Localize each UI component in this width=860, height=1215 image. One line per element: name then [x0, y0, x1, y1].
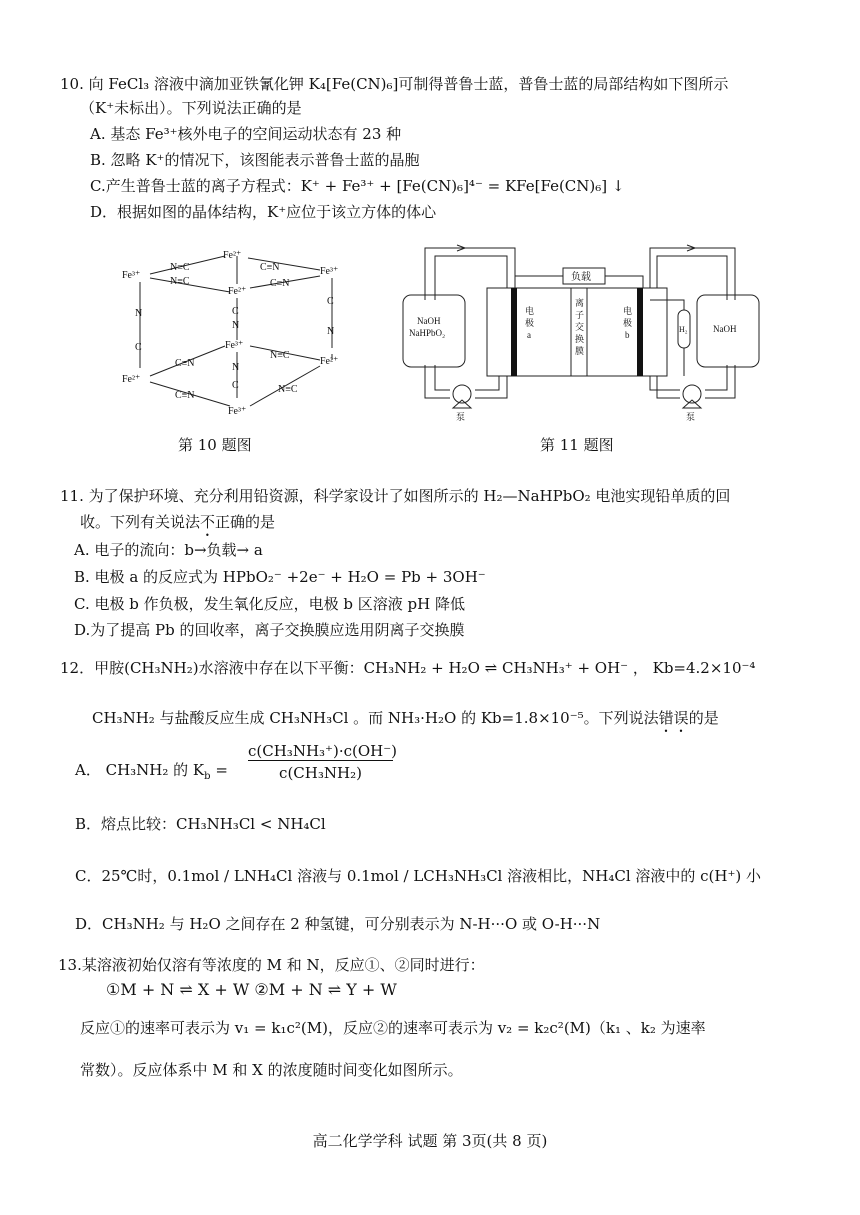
- q10-option-b: B. 忽略 K⁺的情况下，该图能表示普鲁士蓝的晶胞: [90, 151, 420, 169]
- q11-stem-text: 正确的是: [215, 513, 276, 531]
- load-label: 负载: [571, 272, 591, 283]
- n-label: N: [135, 308, 143, 319]
- q13-stem-line1: 13.某溶液初始仅溶有等浓度的 M 和 N，反应①、②同时进行：: [58, 956, 485, 974]
- q12-option-c: C．25℃时，0.1mol / LNH₄Cl 溶液与 0.1mol / LCH₃NH₃Cl 溶液相比，NH₄Cl 溶液中的 c(H⁺) 小: [75, 867, 762, 885]
- electrode-a-label: 极: [525, 318, 535, 328]
- fe3-bottom-label: Fe³⁺: [228, 406, 247, 417]
- q11-option-c: C. 电极 b 作负极，发生氧化反应，电极 b 区溶液 pH 降低: [74, 595, 465, 613]
- q13-rate-line: 反应①的速率可表示为 v₁ = k₁c²(M)，反应②的速率可表示为 v₂ = k₂c²(M)（k₁ 、k₂ 为速率: [80, 1019, 706, 1037]
- cn-label: C≡N: [270, 278, 290, 289]
- electrode-b-label: 极: [623, 318, 633, 328]
- q10-option-c: C.产生普鲁士蓝的离子方程式：K⁺ + Fe³⁺ + [Fe(CN)₆]⁴⁻ = KFe[Fe(CN)₆] ↓: [90, 177, 625, 195]
- q10-stem-line2: （K⁺未标出）。下列说法正确的是: [80, 99, 302, 117]
- c-label: C: [232, 306, 239, 317]
- cn-label: N≡C: [170, 276, 190, 287]
- c-label: C: [135, 342, 142, 353]
- fe3-top-left-label: Fe³⁺: [122, 270, 141, 281]
- electrode-a-label: a: [527, 330, 531, 340]
- q12-a-eq: =: [215, 761, 228, 779]
- fe2-right-label: Fe²⁺: [320, 356, 339, 367]
- membrane-label: 膜: [575, 346, 585, 356]
- cn-label: N≡C: [278, 384, 298, 395]
- q12-stem-text: CH₃NH₂ 与盐酸反应生成 CH₃NH₃Cl 。而 NH₃·H₂O 的 Kb=1.8×10⁻⁵。下列说法: [92, 709, 659, 727]
- n-label: N: [327, 326, 335, 337]
- pump-label: 泵: [456, 412, 466, 422]
- figure-11-caption: 第 11 题图: [540, 436, 614, 454]
- membrane-label: 子: [575, 310, 585, 320]
- left-tank-nahpbo2-label: NaHPbO₂: [409, 328, 446, 338]
- n-label: N: [232, 320, 240, 331]
- q12-option-b: B．熔点比较：CH₃NH₃Cl < NH₄Cl: [75, 815, 326, 833]
- left-tank-naoh-label: NaOH: [417, 316, 441, 326]
- q12-a-prefix: A． CH₃NH₂ 的 K: [75, 761, 205, 779]
- q11-stem-text: 收。下列有关说法: [80, 513, 201, 531]
- electrode-a-label: 电: [525, 306, 535, 316]
- figure-10-caption: 第 10 题图: [178, 436, 252, 454]
- q12-stem-text: 的是: [688, 709, 719, 727]
- pump-label: 泵: [686, 412, 696, 422]
- cn-label: N≡C: [270, 350, 290, 361]
- membrane-label: 离: [575, 298, 585, 308]
- q12-stem-line1: 12．甲胺(CH₃NH₂)水溶液中存在以下平衡：CH₃NH₂ + H₂O ⇌ CH₃NH₃⁺ + OH⁻ ， Kb=4.2×10⁻⁴: [60, 659, 756, 677]
- q11-stem-line1: 11. 为了保护环境、充分利用铅资源，科学家设计了如图所示的 H₂—NaHPbO₂ 电池实现铅单质的回: [60, 487, 731, 505]
- right-tank-naoh-label: NaOH: [713, 324, 737, 334]
- h2-label: H₂: [679, 325, 688, 334]
- q11-emphasis: 不: [200, 513, 216, 531]
- q12-stem-line2: [92, 708, 719, 736]
- q12-fraction-numerator: c(CH₃NH₃⁺)·c(OH⁻): [248, 742, 397, 760]
- q10-stem-line1: 10. 向 FeCl₃ 溶液中滴加亚铁氰化钾 K₄[Fe(CN)₆]可制得普鲁士蓝，普鲁士蓝的局部结构如下图所示: [60, 75, 729, 93]
- fe2-mid-label: Fe²⁺: [228, 286, 247, 297]
- q11-option-d: D.为了提高 Pb 的回收率，离子交换膜应选用阴离子交换膜: [74, 621, 465, 639]
- c-label: C: [232, 380, 239, 391]
- fe3-top-right-label: Fe³⁺: [320, 266, 339, 277]
- q13-reactions: ①M + N ⇌ X + W ②M + N ⇌ Y + W: [106, 980, 397, 999]
- cn-label: C≡N: [260, 262, 280, 273]
- prussian-blue-structure-figure: [120, 248, 370, 423]
- n-label: N: [232, 362, 240, 373]
- page-footer: 高二化学学科 试题 第 3页(共 8 页): [312, 1132, 548, 1150]
- membrane-label: 交: [575, 322, 585, 332]
- q11-stem-line2: [80, 512, 275, 540]
- q10-option-d: D．根据如图的晶体结构，K⁺应位于该立方体的体心: [90, 203, 437, 221]
- membrane-label: 换: [575, 334, 585, 344]
- electrode-b-label: b: [625, 330, 630, 340]
- q12-fraction-denominator: c(CH₃NH₂): [279, 764, 362, 782]
- q12-option-a: [75, 760, 228, 787]
- q11-option-a: A. 电子的流向：b→负载→ a: [74, 541, 263, 559]
- electrode-b-label: 电: [623, 306, 633, 316]
- q13-rate-line2: 常数）。反应体系中 M 和 X 的浓度随时间变化如图所示。: [80, 1061, 463, 1079]
- cn-label: C≡N: [175, 390, 195, 401]
- cn-label: C≡N: [175, 358, 195, 369]
- lead-recovery-battery-figure: [395, 240, 765, 425]
- q12-a-sub: b: [204, 771, 211, 782]
- cn-label: N≡C: [170, 262, 190, 273]
- fe3-center-label: Fe³⁺: [225, 340, 244, 351]
- q11-option-b: B. 电极 a 的反应式为 HPbO₂⁻ +2e⁻ + H₂O = Pb + 3OH⁻: [74, 568, 486, 586]
- q10-option-a: A. 基态 Fe³⁺核外电子的空间运动状态有 23 种: [90, 125, 402, 143]
- q12-option-d: D．CH₃NH₂ 与 H₂O 之间存在 2 种氢键，可分别表示为 N-H···O 或 O-H···N: [75, 915, 601, 933]
- fe2-left-label: Fe²⁺: [122, 374, 141, 385]
- q12-emphasis: 错误: [658, 709, 689, 727]
- c-label: C: [327, 296, 334, 307]
- fe2-top-label: Fe²⁺: [223, 250, 242, 261]
